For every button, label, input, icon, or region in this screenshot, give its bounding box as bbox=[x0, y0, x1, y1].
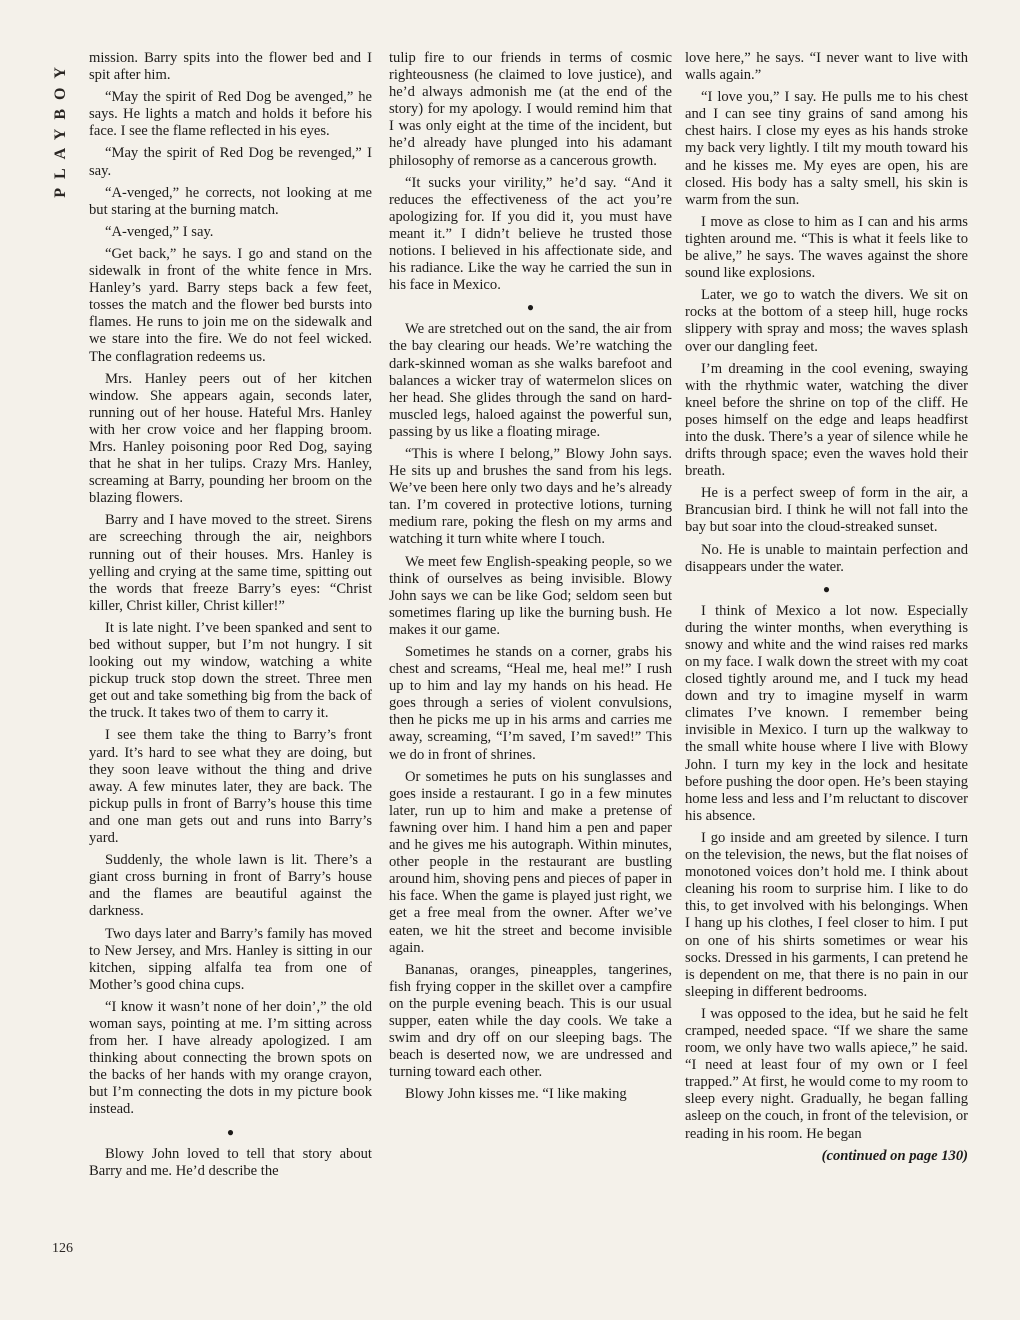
paragraph: Sometimes he stands on a corner, grabs his chest and screams, “Heal me, heal me!” I rush up to him and lay my hands on his head. He goes through a series of violent convulsions, then he picks me up in his arms and carries me away, screaming, “I’m saved, I’m saved!” This we do in front of shrines. bbox=[389, 644, 672, 763]
paragraph: “This is where I belong,” Blowy John says. He sits up and brushes the sand from his legs. We’ve been here only two days and he’s already tan. I’m covered in protective lotions, turning medium rare, poking the flesh on my arms and watching it turn white where I touch. bbox=[389, 445, 672, 548]
paragraph: I go inside and am greeted by silence. I turn on the television, the news, but the flat noises of monotoned voices don’t hold me. I think about cleaning his room to surprise him. I like to do this, to get involved with his belongings. When I hang up his clothes, I feel closer to him. I put on one of his shirts sometimes or wear his socks. Dressed in his garments, I can pretend he is dependent on me, that there is no pain in our sleeping in different bedrooms. bbox=[685, 829, 968, 1000]
paragraph: Blowy John kisses me. “I like making bbox=[405, 1086, 627, 1103]
paragraph: Barry and I have moved to the street. Sirens are screeching through the air, neighbors running out of their houses. Mrs. Hanley is yelling and crying at the same time, spitting out the words that freeze Barry’s eyes: “Christ killer, Christ killer, Christ killer!” bbox=[89, 512, 372, 614]
section-break-bullet: ● bbox=[526, 300, 535, 315]
paragraph: We meet few English-speaking people, so we think of ourselves as being invisible. Blowy John says we can be like God; seldom seen but sometimes flaring up like the burning bush. He makes it our game. bbox=[389, 553, 672, 638]
paragraph: Blowy John loved to tell that story about Barry and me. He’d describe the bbox=[89, 1145, 372, 1179]
paragraph: mission. Barry spits into the flower bed and I spit after him. bbox=[89, 50, 372, 84]
column-3 bbox=[685, 50, 968, 1170]
paragraph: Suddenly, the whole lawn is lit. There’s a giant cross burning in front of Barry’s house and the flames are beautiful against the darkness. bbox=[89, 852, 372, 920]
magazine-name: PLAYBOY bbox=[52, 58, 69, 198]
paragraph: Two days later and Barry’s family has moved to New Jersey, and Mrs. Hanley is sitting in our kitchen, sipping alfalfa tea from one of Mother’s good china cups. bbox=[89, 925, 372, 993]
paragraph: He is a perfect sweep of form in the air, a Brancusian bird. I think he will not fall into the bay but soar into the cloud-streaked sunset. bbox=[685, 485, 968, 536]
paragraph: I was opposed to the idea, but he said he felt cramped, needed space. “If we share the same room, we only have two walls apiece,” he said. “I need at least four of my own or I feel trapped.” At first, he would come to my room to sleep every night. Gradually, he began falling asleep on the couch, in front of the television, or reading in his room. He began bbox=[685, 1005, 968, 1142]
continued-note: (continued on page 130) bbox=[821, 1147, 968, 1164]
paragraph: I see them take the thing to Barry’s front yard. It’s hard to see what they are doing, but they soon leave without the thing and drive away. A few minutes later, they are back. The pickup pulls in front of Barry’s house this time and one man gets out and runs into Barry’s yard. bbox=[89, 727, 372, 847]
paragraph: “Get back,” he says. I go and stand on the sidewalk in front of the white fence in Mrs. Hanley’s yard. Barry steps back a few feet, tosses the match and the flower bed bursts into flames. He runs to join me on the sidewalk and we stare into the fire. We do not feel wicked. The conflagration redeems us. bbox=[89, 245, 372, 365]
paragraph: “May the spirit of Red Dog be avenged,” he says. He lights a match and holds it before his face. I see the flame reflected in his eyes. bbox=[89, 89, 372, 140]
paragraph: I think of Mexico a lot now. Especially during the winter months, when everything is snowy and white and the wind raises red marks on my face. I walk down the street with my coat closed tightly around me, and I tuck my head down and try to imagine myself in warm climates I’ve known. I remember being invisible in Mexico. I turn up the walkway to the small white house where I live with Blowy John. I turn my key in the lock and hesitate before pushing the door open. He’s been staying home less and less and I’m reluctant to discover his absence. bbox=[685, 602, 968, 824]
paragraph: We are stretched out on the sand, the air from the bay clearing our heads. We’re watching the dark-skinned woman as she walks barefoot and balances a wicker tray of watermelon slices on her head. She glides through the sand on hard-muscled legs, haloed against the powerful sun, passing by us like a floating mirage. bbox=[389, 321, 672, 440]
paragraph: “A-venged,” I say. bbox=[105, 223, 214, 240]
paragraph: Later, we go to watch the divers. We sit on rocks at the bottom of a steep hill, huge rocks slippery with spray and moss; the waves splash over our dangling feet. bbox=[685, 287, 968, 355]
column-2 bbox=[389, 50, 672, 1108]
paragraph: No. He is unable to maintain perfection and disappears under the water. bbox=[685, 541, 968, 575]
paragraph: “I know it wasn’t none of her doin’,” the old woman says, pointing at me. I’m sitting across from her. I have already apologized. I am thinking about connecting the brown spots on the backs of her hands with my orange crayon, but I’m connecting the dots in my picture book instead. bbox=[89, 998, 372, 1118]
paragraph: Mrs. Hanley peers out of her kitchen window. She appears again, seconds later, running out of her house. Hateful Mrs. Hanley with her crow voice and her flapping broom. Mrs. Hanley poisoning poor Red Dog, saying that he shat in her tulips. Crazy Mrs. Hanley, screaming at Barry, pounding her broom on the blazing flowers. bbox=[89, 370, 372, 507]
page-number: 126 bbox=[52, 1241, 73, 1256]
section-break-bullet: ● bbox=[226, 1124, 235, 1139]
column-1 bbox=[89, 50, 372, 1185]
paragraph: love here,” he says. “I never want to live with walls again.” bbox=[685, 50, 968, 84]
paragraph: “A-venged,” he corrects, not looking at me but staring at the burning match. bbox=[89, 184, 372, 218]
paragraph: Bananas, oranges, pineapples, tangerines, fish frying copper in the skillet over a campfire on the purple evening beach. This is our usual supper, eaten while the day cools. We take a swim and dry off on our sleeping bags. The beach is deserted now, we are undressed and turning toward each other. bbox=[389, 961, 672, 1081]
paragraph: Or sometimes he puts on his sunglasses and goes inside a restaurant. I go in a few minutes later, run up to him and make a pretense of fawning over him. I hand him a pen and paper and he gives me his autograph. Within minutes, other people in the restaurant are bustling around him, shoving pens and pieces of paper in his face. When the game is played just right, we get a free meal from the owner. After we’ve eaten, we hit the street and become invisible again. bbox=[389, 768, 672, 956]
paragraph: It is late night. I’ve been spanked and sent to bed without supper, but I’m not hungry. I sit looking out my window, watching a white pickup truck stop down the street. Three men get out and take something big from the back of the truck. It takes two of them to carry it. bbox=[89, 619, 372, 722]
paragraph: I’m dreaming in the cool evening, swaying with the rhythmic water, watching the diver kneel before the shrine on top of the cliff. He poses himself on the edge and leaps headfirst into the dusk. There’s a year of silence while he drifts through space; even the waves hold their breath. bbox=[685, 360, 968, 480]
paragraph: “I love you,” I say. He pulls me to his chest and I can see tiny grains of sand among his chest hairs. I close my eyes as his hands stroke my back very lightly. I tilt my mouth toward his and he kisses me. My eyes are open, his are closed. His body has a salty smell, his skin is warm from the sun. bbox=[685, 89, 968, 208]
paragraph: I move as close to him as I can and his arms tighten around me. “This is what it feels like to be alive,” he says. The waves against the shore sound like explosions. bbox=[685, 213, 968, 282]
paragraph: “It sucks your virility,” he’d say. “And it reduces the effectiveness of the act you’re apologizing for. If you did it, you must have meant it.” I didn’t believe he trusted those notions. I believed in his affectionate side, and his radiance. Like the way he carried the sun in his face in Mexico. bbox=[389, 174, 672, 294]
paragraph: tulip fire to our friends in terms of cosmic righteousness (he claimed to love justice), and he’d always admonish me (at the end of the story) for my apology. I would remind him that I was only eight at the time of the incident, but he’d already have plunged into his adamant philosophy of remorse as a cancerous growth. bbox=[389, 50, 672, 169]
paragraph: “May the spirit of Red Dog be revenged,” I say. bbox=[89, 145, 372, 179]
section-break-bullet: ● bbox=[822, 581, 831, 596]
